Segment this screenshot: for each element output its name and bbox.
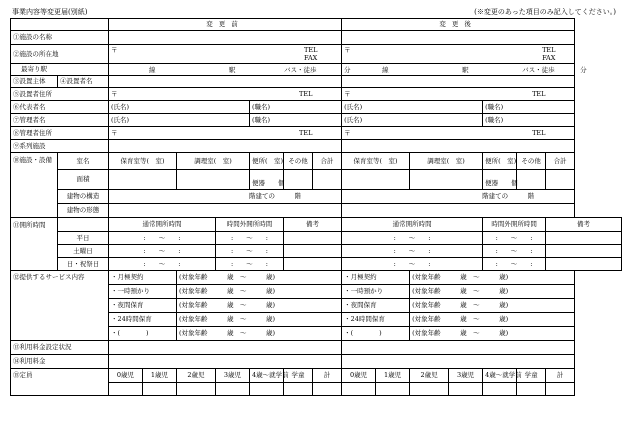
before-school-value[interactable]: [284, 383, 313, 396]
before-area-nursery[interactable]: [109, 170, 177, 190]
before-area-total[interactable]: [313, 170, 342, 190]
after-age4-preschool: 4歳〜就学前: [483, 369, 517, 383]
after-weekday-normal[interactable]: : 〜 :: [342, 232, 483, 245]
after-service-24h[interactable]: ・24時間保育: [342, 313, 410, 327]
after-building-shape[interactable]: [342, 204, 575, 218]
after-age3: 3歳児: [449, 369, 483, 383]
before-service-other-age[interactable]: (対象年齢 歳 〜 歳): [177, 327, 342, 341]
before-sun-extra[interactable]: : 〜 :: [216, 258, 284, 271]
after-extra-hours: 時間外開所時間: [483, 218, 546, 232]
after-age1: 1歳児: [376, 369, 410, 383]
after-service-monthly[interactable]: ・月極契約: [342, 271, 410, 285]
before-service-night-age[interactable]: (対象年齢 歳 〜 歳): [177, 299, 342, 313]
label-nearest-station: 最寄り駅: [11, 64, 109, 76]
before-mgr-address[interactable]: [109, 127, 342, 140]
before-building-shape[interactable]: [109, 204, 342, 218]
after-age0-value[interactable]: [342, 383, 376, 396]
after-mgr-title[interactable]: (職名): [483, 114, 575, 127]
label-affiliated: ⑨系列施設: [11, 140, 109, 153]
before-address[interactable]: [109, 45, 342, 64]
after-age2-value[interactable]: [410, 383, 449, 396]
label-facility-equipment: ⑩施設・設備: [11, 153, 58, 218]
after-building-structure[interactable]: 階建ての 階: [342, 190, 575, 204]
before-service-24h-age[interactable]: (対象年齢 歳 〜 歳): [177, 313, 342, 327]
form-title: 事業内容等変更届(別紙): [12, 8, 88, 16]
after-area-nursery[interactable]: [342, 170, 410, 190]
before-sat-extra[interactable]: : 〜 :: [216, 245, 284, 258]
after-sun-normal[interactable]: : 〜 :: [342, 258, 483, 271]
before-mgr-name[interactable]: (氏名): [109, 114, 250, 127]
after-area-kitchen[interactable]: [410, 170, 483, 190]
after-total-value[interactable]: [546, 383, 575, 396]
before-toilet-count[interactable]: 便器 個: [250, 170, 284, 190]
before-age2-value[interactable]: [177, 383, 216, 396]
after-service-other[interactable]: ・( ): [342, 327, 410, 341]
before-service-temporary[interactable]: ・一時預かり: [109, 285, 177, 299]
after-service-monthly-age[interactable]: (対象年齢 歳 〜 歳): [410, 271, 575, 285]
after-affiliated[interactable]: [342, 140, 575, 153]
postal-mark: 〒: [344, 46, 351, 54]
before-age4-preschool: 4歳〜就学前: [250, 369, 284, 383]
before-service-monthly[interactable]: ・月極契約: [109, 271, 177, 285]
station-label: 駅: [229, 66, 236, 74]
before-capacity-total: 計: [313, 369, 342, 383]
postal-mark: 〒: [111, 90, 118, 98]
before-weekday-notes[interactable]: [284, 232, 342, 245]
after-toilet-count[interactable]: 便器 個: [483, 170, 517, 190]
station-label: 駅: [462, 66, 469, 74]
label-fee-settings: ⑬利用料金設定状況: [11, 341, 109, 355]
before-facility-name[interactable]: [109, 31, 342, 45]
after-establisher-address[interactable]: [342, 88, 575, 101]
label-manager-address: ⑧管理者住所: [11, 127, 109, 140]
label-area: 面積: [58, 170, 109, 190]
label-room-name: 室名: [58, 153, 109, 170]
corner-cell: [11, 19, 109, 31]
before-building-structure[interactable]: 階建ての 階: [109, 190, 342, 204]
label-establisher-address: ⑤設置者住所: [11, 88, 109, 101]
after-header: 変更後: [342, 19, 575, 31]
bus-label: バス・徒歩: [522, 66, 555, 74]
postal-mark: 〒: [111, 129, 118, 137]
before-age1-value[interactable]: [143, 383, 177, 396]
label-services: ⑫提供するサービス内容: [11, 271, 109, 341]
after-age0: 0歳児: [342, 369, 376, 383]
tel-label: TEL: [532, 90, 546, 98]
label-establisher-type: ③設置主体: [11, 76, 58, 88]
after-mgr-address[interactable]: [342, 127, 575, 140]
before-age3-value[interactable]: [216, 383, 250, 396]
before-sun-normal[interactable]: : 〜 :: [109, 258, 216, 271]
before-sun-notes[interactable]: [284, 258, 342, 271]
label-opening-hours: ⑪開所時間: [11, 218, 58, 271]
before-age2: 2歳児: [177, 369, 216, 383]
before-total: 合計: [313, 153, 342, 170]
before-sat-normal[interactable]: : 〜 :: [109, 245, 216, 258]
after-weekday-extra[interactable]: : 〜 :: [483, 232, 546, 245]
before-age1: 1歳児: [143, 369, 177, 383]
before-age4-value[interactable]: [250, 383, 284, 396]
after-school-value[interactable]: [517, 383, 546, 396]
label-facility-name: ①施設の名称: [11, 31, 109, 45]
before-total-value[interactable]: [313, 383, 342, 396]
label-building-structure: 建物の構造: [58, 190, 109, 204]
page-header: [0, 0, 630, 18]
after-sun-extra[interactable]: : 〜 :: [483, 258, 546, 271]
hours-corner: [58, 218, 109, 232]
after-toilet: 便所( 室): [483, 153, 517, 170]
after-kitchen: 調理室( 室): [410, 153, 483, 170]
before-kitchen: 調理室( 室): [177, 153, 250, 170]
before-establisher[interactable]: [109, 76, 342, 88]
bus-label: バス・徒歩: [284, 66, 317, 74]
before-fee-settings[interactable]: [109, 341, 342, 355]
before-age3: 3歳児: [216, 369, 250, 383]
min-label: 分: [344, 66, 351, 74]
after-mgr-name[interactable]: (氏名): [342, 114, 483, 127]
after-capacity-total: 計: [546, 369, 575, 383]
after-address[interactable]: [342, 45, 575, 64]
before-area-other[interactable]: [284, 170, 313, 190]
line-label: 線: [149, 66, 156, 74]
label-representative: ⑥代表者名: [11, 101, 109, 114]
after-age1-value[interactable]: [376, 383, 410, 396]
tel-label: TEL: [532, 129, 546, 137]
tel-label: TEL: [299, 129, 313, 137]
after-rep-name[interactable]: (氏名): [342, 101, 483, 114]
before-affiliated[interactable]: [109, 140, 342, 153]
before-schoolchild: 学童: [284, 369, 313, 383]
postal-mark: 〒: [111, 46, 118, 54]
label-weekday: 平日: [58, 232, 109, 245]
before-sat-notes[interactable]: [284, 245, 342, 258]
label-saturday: 土曜日: [58, 245, 109, 258]
before-normal-hours: 通常開所時間: [109, 218, 216, 232]
line-label: 線: [382, 66, 389, 74]
label-sunday-holiday: 日・祝祭日: [58, 258, 109, 271]
after-schoolchild: 学童: [517, 369, 546, 383]
after-area-total[interactable]: [546, 170, 575, 190]
label-address: ②施設の所在地: [11, 45, 109, 64]
label-establisher-name: ④設置者名: [58, 76, 109, 88]
after-age4-value[interactable]: [483, 383, 517, 396]
postal-mark: 〒: [344, 129, 351, 137]
after-service-24h-age[interactable]: (対象年齢 歳 〜 歳): [410, 313, 575, 327]
before-service-temporary-age[interactable]: (対象年齢 歳 〜 歳): [177, 285, 342, 299]
after-weekday-notes[interactable]: [546, 232, 622, 245]
change-form-table: [10, 18, 622, 396]
after-other: その他: [517, 153, 546, 170]
before-age0: 0歳児: [109, 369, 143, 383]
after-service-night-age[interactable]: (対象年齢 歳 〜 歳): [410, 299, 575, 313]
after-sat-normal[interactable]: : 〜 :: [342, 245, 483, 258]
before-establisher-address[interactable]: [109, 88, 342, 101]
after-facility-name[interactable]: [342, 31, 575, 45]
after-area-other[interactable]: [517, 170, 546, 190]
label-fee: ⑭利用料金: [11, 355, 109, 369]
tel-label: TEL: [299, 90, 313, 98]
after-sun-notes[interactable]: [546, 258, 622, 271]
label-building-shape: 建物の形態: [58, 204, 109, 218]
before-service-24h[interactable]: ・24時間保育: [109, 313, 177, 327]
after-age2: 2歳児: [410, 369, 449, 383]
after-total: 合計: [546, 153, 575, 170]
after-service-temporary[interactable]: ・一時預かり: [342, 285, 410, 299]
before-toilet: 便所( 室): [250, 153, 284, 170]
before-mgr-title[interactable]: (職名): [250, 114, 342, 127]
after-rep-title[interactable]: (職名): [483, 101, 575, 114]
after-nursery-room: 保育室等( 室): [342, 153, 410, 170]
before-age0-value[interactable]: [109, 383, 143, 396]
before-station[interactable]: [109, 64, 351, 76]
after-establisher[interactable]: [342, 76, 575, 88]
tel-label: TEL: [304, 46, 318, 54]
after-sat-extra[interactable]: : 〜 :: [483, 245, 546, 258]
after-service-night[interactable]: ・夜間保育: [342, 299, 410, 313]
after-normal-hours: 通常開所時間: [342, 218, 483, 232]
before-weekday-normal[interactable]: : 〜 :: [109, 232, 216, 245]
before-notes: 備考: [284, 218, 342, 232]
form-instruction: (※変更のあった項目のみ記入してください。): [474, 8, 616, 16]
before-service-monthly-age[interactable]: (対象年齢 歳 〜 歳): [177, 271, 342, 285]
min-label: 分: [580, 66, 587, 74]
before-rep-title[interactable]: (職名): [250, 101, 342, 114]
after-station[interactable]: [342, 64, 587, 76]
before-fee[interactable]: [109, 355, 342, 369]
before-service-night[interactable]: ・夜間保育: [109, 299, 177, 313]
after-notes: 備考: [546, 218, 622, 232]
label-manager: ⑦管理者名: [11, 114, 109, 127]
after-sat-notes[interactable]: [546, 245, 622, 258]
label-capacity: ⑮定員: [11, 369, 109, 396]
before-rep-name[interactable]: (氏名): [109, 101, 250, 114]
tel-label: TEL: [542, 46, 556, 54]
fax-label: FAX: [304, 54, 318, 62]
postal-mark: 〒: [344, 90, 351, 98]
after-age3-value[interactable]: [449, 383, 483, 396]
before-area-kitchen[interactable]: [177, 170, 250, 190]
after-fee-settings[interactable]: [342, 341, 575, 355]
before-header: 変更前: [109, 19, 342, 31]
before-nursery-room: 保育室等( 室): [109, 153, 177, 170]
before-weekday-extra[interactable]: : 〜 :: [216, 232, 284, 245]
fax-label: FAX: [542, 54, 556, 62]
after-service-other-age[interactable]: (対象年齢 歳 〜 歳): [410, 327, 575, 341]
after-fee[interactable]: [342, 355, 575, 369]
before-other: その他: [284, 153, 313, 170]
after-service-temporary-age[interactable]: (対象年齢 歳 〜 歳): [410, 285, 575, 299]
before-service-other[interactable]: ・( ): [109, 327, 177, 341]
before-extra-hours: 時間外開所時間: [216, 218, 284, 232]
